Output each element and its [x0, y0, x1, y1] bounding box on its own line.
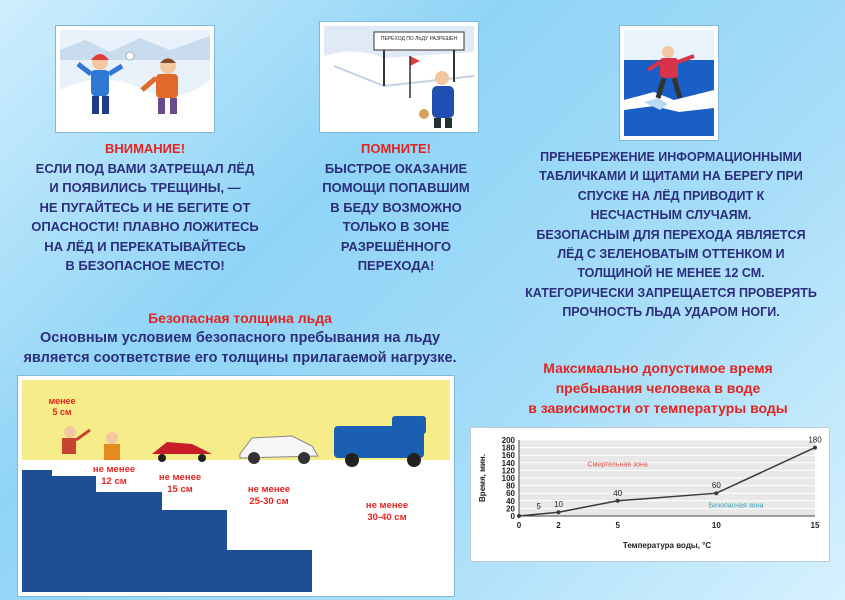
- data-label: 60: [711, 481, 721, 491]
- neglect-line: ПРОЧНОСТЬ ЛЬДА УДАРОМ НОГИ.: [562, 305, 780, 320]
- ice-thickness-diagram: [18, 376, 454, 596]
- remember-line: В БЕДУ ВОЗМОЖНО: [330, 199, 462, 215]
- neglect-line: ПРЕНЕБРЕЖЕНИЕ ИНФОРМАЦИОННЫМИ: [540, 150, 802, 164]
- step-label: не менее 30-40 см: [365, 500, 409, 523]
- neglect-block: [515, 148, 827, 323]
- neglect-line: ТОЛЩИНОЙ НЕ МЕНЕЕ 12 СМ.: [577, 266, 765, 281]
- warning-line: И ПОЯВИЛИСЬ ТРЕЩИНЫ, —: [49, 180, 241, 195]
- y-tick-label: 0: [510, 512, 515, 521]
- step-label: не менее 15 см: [158, 472, 202, 495]
- y-axis-title: Время, мин.: [478, 454, 487, 502]
- safe-zone-label: Безопасная зона: [708, 502, 764, 510]
- data-point: [616, 499, 620, 503]
- water-time-chart: [470, 427, 830, 562]
- y-tick-label: 100: [501, 474, 515, 483]
- time-heading: [478, 358, 838, 418]
- neglect-line: ЛЁД С ЗЕЛЕНОВАТЫМ ОТТЕНКОМ И: [557, 247, 785, 262]
- data-label: 180: [808, 435, 822, 445]
- y-tick-label: 180: [501, 443, 515, 453]
- neglect-line: СПУСКЕ НА ЛЁД ПРИВОДИТ К: [577, 188, 765, 203]
- neglect-line: НЕСЧАСТНЫМ СЛУЧАЯМ.: [590, 208, 752, 223]
- remember-line: ПЕРЕХОДА!: [357, 258, 435, 273]
- ice-text-2: является соответствие его толщины прилагаемой нагрузке.: [23, 350, 457, 366]
- x-tick-label: 10: [711, 521, 721, 530]
- x-tick-label: 0: [516, 521, 522, 530]
- y-tick-label: 140: [501, 458, 515, 468]
- step-label: не менее 12 см: [92, 464, 136, 487]
- data-point: [714, 491, 718, 495]
- x-tick-label: 2: [556, 521, 561, 530]
- neglect-line: КАТЕГОРИЧЕСКИ ЗАПРЕЩАЕТСЯ ПРОВЕРЯТЬ: [525, 285, 817, 300]
- warning-line: ОПАСНОСТИ! ПЛАВНО ЛОЖИТЕСЬ: [31, 219, 259, 234]
- data-label: 40: [613, 488, 623, 498]
- illustration-ice-crossing: [320, 22, 478, 132]
- warning-title: ВНИМАНИЕ!: [104, 141, 186, 156]
- y-tick-label: 40: [506, 496, 515, 506]
- warning-line: НЕ ПУГАЙТЕСЬ И НЕ БЕГИТЕ ОТ: [39, 199, 251, 215]
- time-heading-line: пребывания человека в воде: [555, 380, 761, 396]
- remember-line: РАЗРЕШЁННОГО: [340, 238, 452, 254]
- danger-zone-label: Смертельная зона: [587, 461, 648, 469]
- y-tick-label: 200: [501, 436, 515, 445]
- y-tick-label: 120: [501, 466, 515, 476]
- x-axis-title: Температура воды, °C: [622, 541, 712, 550]
- y-tick-label: 60: [506, 489, 515, 499]
- neglect-line: БЕЗОПАСНЫМ ДЛЯ ПЕРЕХОДА ЯВЛЯЕТСЯ: [536, 227, 806, 242]
- y-tick-label: 20: [506, 504, 515, 514]
- x-tick-label: 5: [615, 521, 620, 530]
- illustration-children-snow: [56, 26, 214, 132]
- step-label: менее 5 см: [48, 396, 76, 417]
- remember-line: ПОМОЩИ ПОПАВШИМ: [322, 180, 470, 195]
- ice-text-1: Основным условием безопасного пребывания на льду: [39, 330, 441, 346]
- crossing-sign-text: ПЕРЕХОД ПО ЛЬДУ РАЗРЕШЕН: [380, 36, 458, 42]
- y-tick-label: 160: [501, 451, 515, 461]
- x-tick-label: 15: [810, 521, 820, 530]
- warning-block: [20, 139, 270, 276]
- remember-line: ТОЛЬКО В ЗОНЕ: [342, 219, 450, 234]
- remember-line: БЫСТРОЕ ОКАЗАНИЕ: [324, 160, 468, 176]
- neglect-line: ТАБЛИЧКАМИ И ЩИТАМИ НА БЕРЕГУ ПРИ: [539, 169, 803, 184]
- ice-heading: Безопасная толщина льда: [148, 310, 332, 326]
- time-heading-line: в зависимости от температуры воды: [528, 400, 788, 416]
- warning-line: НА ЛЁД И ПЕРЕКАТЫВАЙТЕСЬ: [44, 238, 246, 254]
- remember-block: [306, 139, 486, 276]
- data-label: 5: [536, 502, 541, 512]
- data-label: 10: [554, 500, 563, 510]
- chart-svg: [471, 428, 829, 561]
- data-point: [813, 446, 817, 450]
- data-point: [556, 510, 560, 514]
- warning-line: ЕСЛИ ПОД ВАМИ ЗАТРЕЩАЛ ЛЁД: [35, 160, 255, 176]
- data-point: [517, 514, 521, 518]
- illustration-breaking-ice: [620, 26, 718, 140]
- warning-line: В БЕЗОПАСНОЕ МЕСТО!: [65, 258, 225, 273]
- y-tick-label: 80: [506, 481, 515, 491]
- step-label: не менее 25-30 см: [247, 484, 291, 507]
- time-heading-line: Максимально допустимое время: [543, 360, 773, 376]
- remember-title: ПОМНИТЕ!: [361, 141, 431, 156]
